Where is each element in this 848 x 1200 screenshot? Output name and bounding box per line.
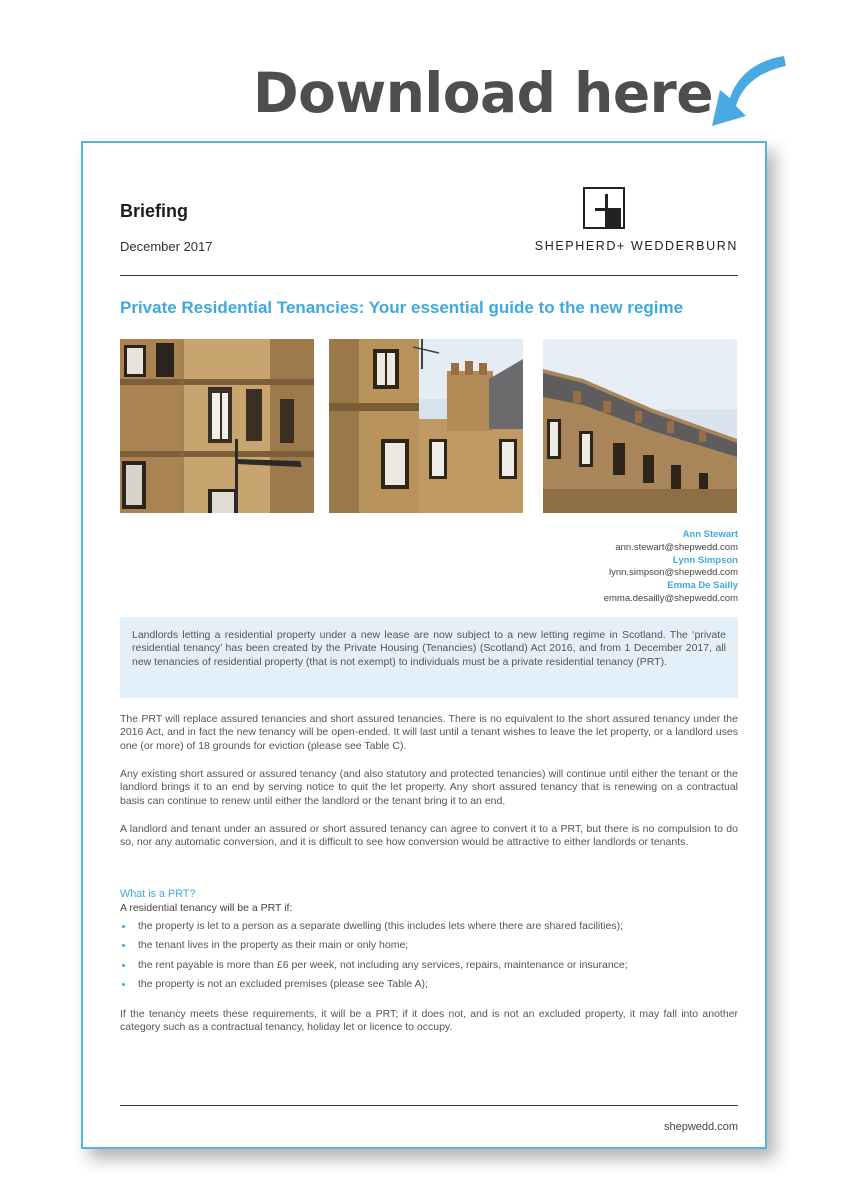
contact-name: Ann Stewart xyxy=(682,529,738,540)
header-divider xyxy=(120,275,738,276)
section-heading: What is a PRT? xyxy=(120,888,196,900)
list-item-text: the tenant lives in the property as their main or only home; xyxy=(138,939,409,952)
list-item xyxy=(120,920,738,939)
document-label: Briefing xyxy=(120,201,189,221)
bullet-icon xyxy=(122,983,125,986)
section-intro: A residential tenancy will be a PRT if: xyxy=(120,902,293,914)
terraced-houses-photo xyxy=(543,339,737,513)
curved-arrow-down-left-icon xyxy=(700,50,790,130)
contact-email-link[interactable]: emma.desailly@shepwedd.com xyxy=(603,592,738,604)
contact-name: Lynn Simpson xyxy=(672,554,738,566)
shepherd-wedderburn-logo-icon xyxy=(583,187,625,229)
contact-name: Emma De Sailly xyxy=(667,580,738,592)
list-item-text: the property is not an excluded premises (please see Table A); xyxy=(138,977,428,990)
contacts-block xyxy=(483,529,738,606)
contact-email-link[interactable]: ann.stewart@shepwedd.com xyxy=(615,541,738,553)
body-paragraph: A landlord and tenant under an assured or short assured tenancy can agree to convert it to a PRT, but there is no compulsion to do so, nor any automatic conversion, and it is difficult to see how conversion would be attractive to either landlords or tenants. xyxy=(120,823,738,849)
list-item-text: the property is let to a person as a separate dwelling (this includes lets where there are shared facilities); xyxy=(138,920,623,932)
bay-window-chimneys-photo xyxy=(329,339,523,513)
closing-paragraph: If the tenancy meets these requirements, it will be a PRT; if it does not, and is not an excluded property, it may fall into another category such as a contractual tenancy, holiday let or licence to occupy. xyxy=(120,1008,738,1034)
intro-callout: Landlords letting a residential property under a new lease are now subject to a new letting regime in Scotland. The ‘private residential tenancy’ has been created by the Private Housing (Tenancies) (Scotland) Act 2016, and from 1 December 2017, all new tenancies of residential property (that is not exempt) to individuals must be a private residential tenancy (PRT). xyxy=(120,617,738,698)
body-paragraph: Any existing short assured or assured tenancy (and also statutory and protected tenancies) will continue until either the tenant or the landlord brings it to an end by serving notice to quit the let property. Any short assured tenancy that is renewing on a contractual basis can continue to renew until either the landlord or the tenant bring it to an end. xyxy=(120,768,738,807)
body-paragraph: The PRT will replace assured tenancies and short assured tenancies. There is no equivalent to the short assured tenancy under the 2016 Act, and in fact the new tenancy will be open-ended. It will last until a tenant wishes to leave the let property, or a landlord uses one (or more) of 18 grounds for eviction (please see Table C). xyxy=(120,713,738,752)
contact-email-link[interactable]: lynn.simpson@shepwedd.com xyxy=(609,567,738,579)
footer-divider xyxy=(120,1105,738,1106)
list-item xyxy=(120,939,738,958)
bullet-icon xyxy=(122,925,125,928)
criteria-list xyxy=(120,920,738,997)
download-banner[interactable] xyxy=(0,50,848,140)
bullet-icon xyxy=(122,944,125,947)
logo-wordmark: SHEPHERD+ WEDDERBURN xyxy=(534,239,738,253)
tenement-facade-photo xyxy=(120,339,314,513)
footer-website-link[interactable]: shepwedd.com xyxy=(664,1121,738,1133)
list-item xyxy=(120,978,738,997)
document-date: December 2017 xyxy=(120,239,213,254)
bullet-icon xyxy=(122,964,125,967)
document-title: Private Residential Tenancies: Your essential guide to the new regime xyxy=(120,298,684,317)
briefing-document-preview[interactable] xyxy=(81,141,767,1149)
download-title[interactable]: Download here xyxy=(253,61,714,125)
list-item xyxy=(120,959,738,978)
list-item-text: the rent payable is more than £6 per week, not including any services, repairs, maintenance or insurance; xyxy=(138,958,628,971)
